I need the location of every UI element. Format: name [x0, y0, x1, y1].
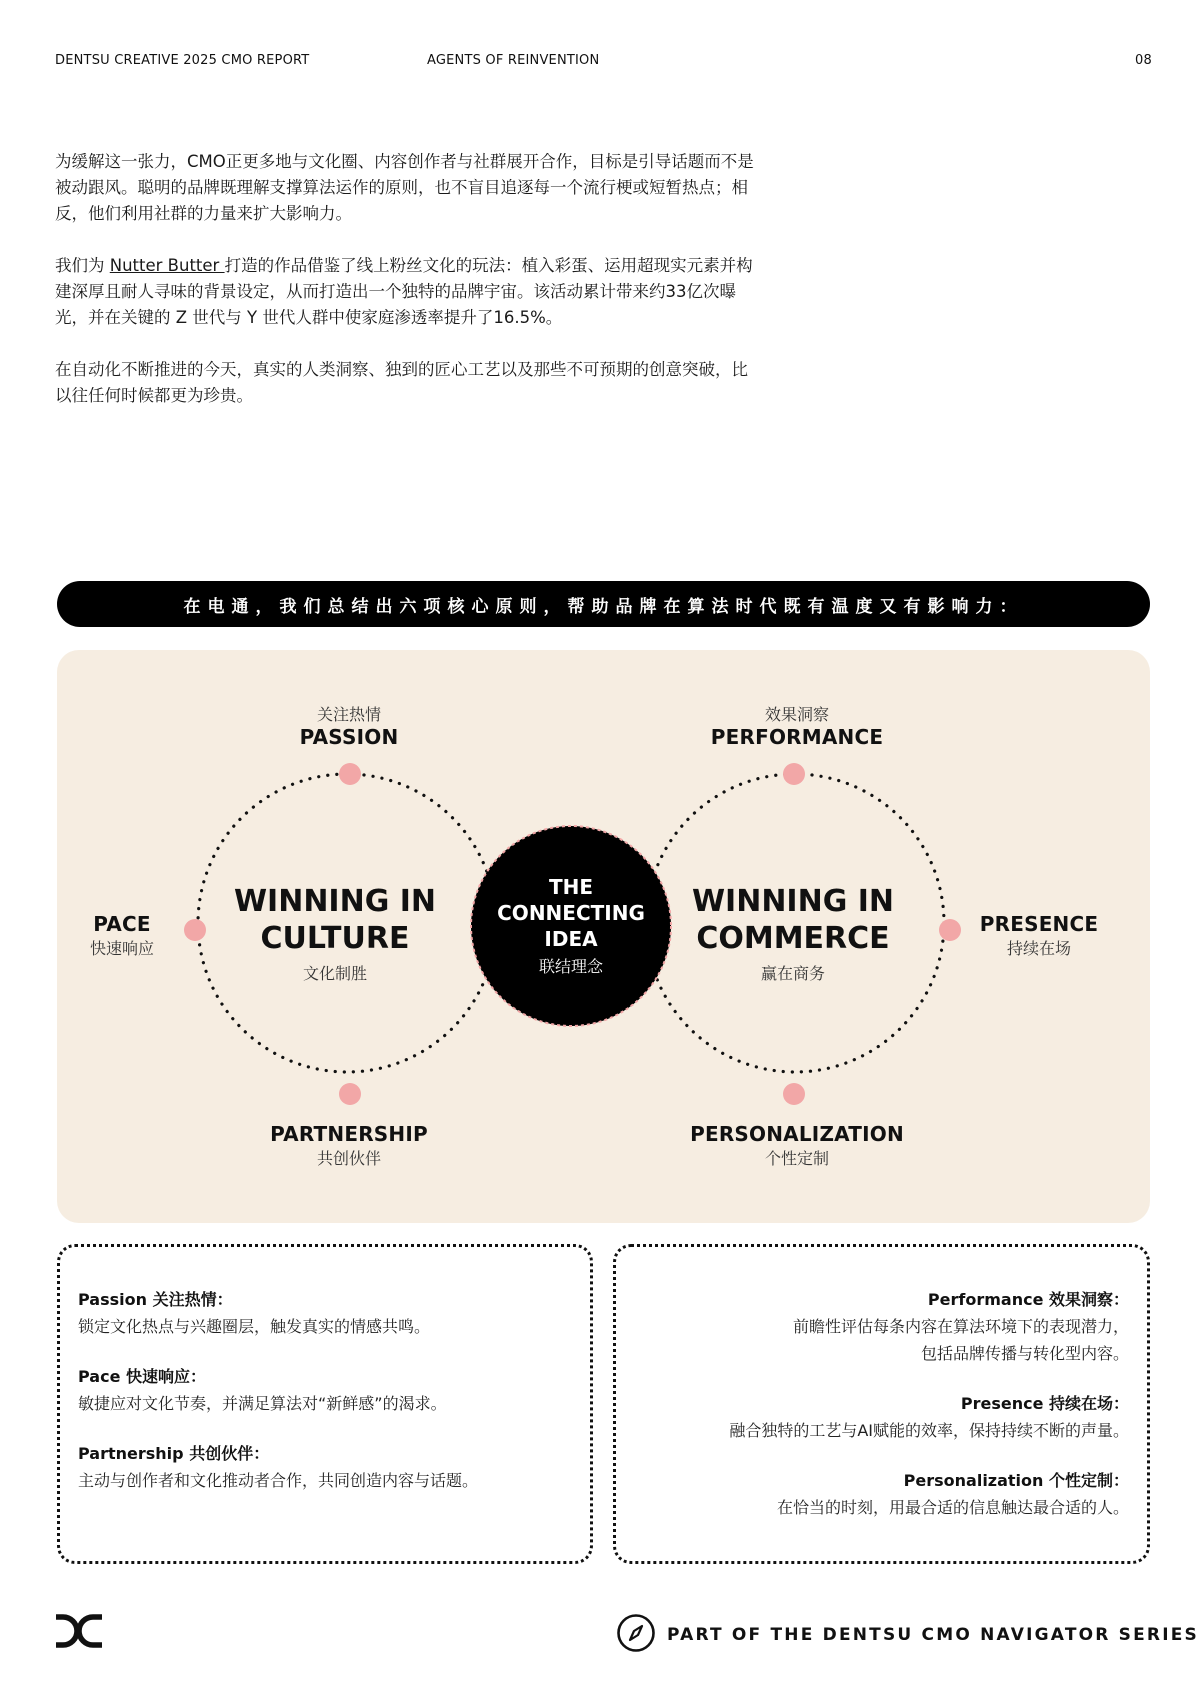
principles-diagram: [57, 650, 1150, 1223]
passion-label: 关注热情 PASSION: [299, 705, 399, 749]
series-label: PART OF THE DENTSU CMO NAVIGATOR SERIES: [667, 1625, 1200, 1645]
connecting-idea: THE CONNECTING IDEA 联结理念: [497, 875, 645, 976]
dot-passion: [339, 763, 361, 785]
personalization-label: PERSONALIZATION 个性定制: [690, 1122, 904, 1168]
compass-icon: [616, 1613, 656, 1653]
nutter-butter-link[interactable]: Nutter Butter: [109, 256, 225, 275]
pace-item: Pace 快速响应： 敏捷应对文化节奏，并满足算法对“新鲜感”的渴求。: [78, 1367, 447, 1413]
performance-label: 效果洞察 PERFORMANCE: [710, 705, 884, 749]
intro-paragraph-1: 为缓解这一张力，CMO正更多地与文化圈、内容创作者与社群展开合作，目标是引导话题而不是被动跟风。聪明的品牌既理解支撑算法运作的原则，也不盲目追逐每一个流行梗或短暂热点；相反，他们利用社群的力量来扩大影响力。: [55, 152, 754, 223]
intro-paragraph-3: 在自动化不断推进的今天，真实的人类洞察、独到的匠心工艺以及那些不可预期的创意突破，比以往任何时候都更为珍贵。: [55, 360, 748, 405]
dentsu-creative-logo-icon: [53, 1613, 105, 1649]
winning-in-commerce: WINNING IN COMMERCE 赢在商务: [691, 884, 895, 983]
passion-item: Passion 关注热情： 锁定文化热点与兴趣圈层，触发真实的情感共鸣。: [78, 1290, 431, 1336]
principles-banner: 在电通，我们总结出六项核心原则，帮助品牌在算法时代既有温度又有影响力：: [57, 581, 1150, 627]
dot-personalization: [783, 1083, 805, 1105]
commerce-principles-box: [613, 1244, 1150, 1564]
report-title: DENTSU CREATIVE 2025 CMO REPORT: [55, 53, 310, 68]
intro-paragraph-2: 我们为 Nutter Butter 打造的作品借鉴了线上粉丝文化的玩法：植入彩蛋、运用超现实元素并构建深厚且耐人寻味的背景设定，从而打造出一个独特的品牌宇宙。该活动累计带来约33亿次曝光，并在关键的 Z 世代与 Y 世代人群中使家庭渗透率提升了16.5%。: [55, 256, 753, 327]
presence-label: PRESENCE 持续在场: [979, 912, 1099, 958]
dot-partnership: [339, 1083, 361, 1105]
personalization-item: Personalization 个性定制： 在恰当的时刻，用最合适的信息触达最合适的人。: [776, 1471, 1129, 1517]
dot-pace: [184, 919, 206, 941]
page-number: 08: [1135, 53, 1152, 68]
winning-in-culture: WINNING IN CULTURE 文化制胜: [233, 884, 437, 983]
culture-principles-box: [57, 1244, 593, 1564]
dot-presence: [939, 919, 961, 941]
pace-label: PACE 快速响应: [89, 912, 155, 958]
dot-performance: [783, 763, 805, 785]
section-title: AGENTS OF REINVENTION: [427, 53, 600, 68]
partnership-label: PARTNERSHIP 共创伙伴: [270, 1122, 428, 1168]
partnership-item: Partnership 共创伙伴： 主动与创作者和文化推动者合作，共同创造内容与话题。: [78, 1444, 479, 1490]
presence-item: Presence 持续在场： 融合独特的工艺与AI赋能的效率，保持持续不断的声量。: [729, 1394, 1129, 1440]
performance-item: Performance 效果洞察： 前瞻性评估每条内容在算法环境下的表现潜力， 包括品牌传播与转化型内容。: [792, 1290, 1129, 1363]
